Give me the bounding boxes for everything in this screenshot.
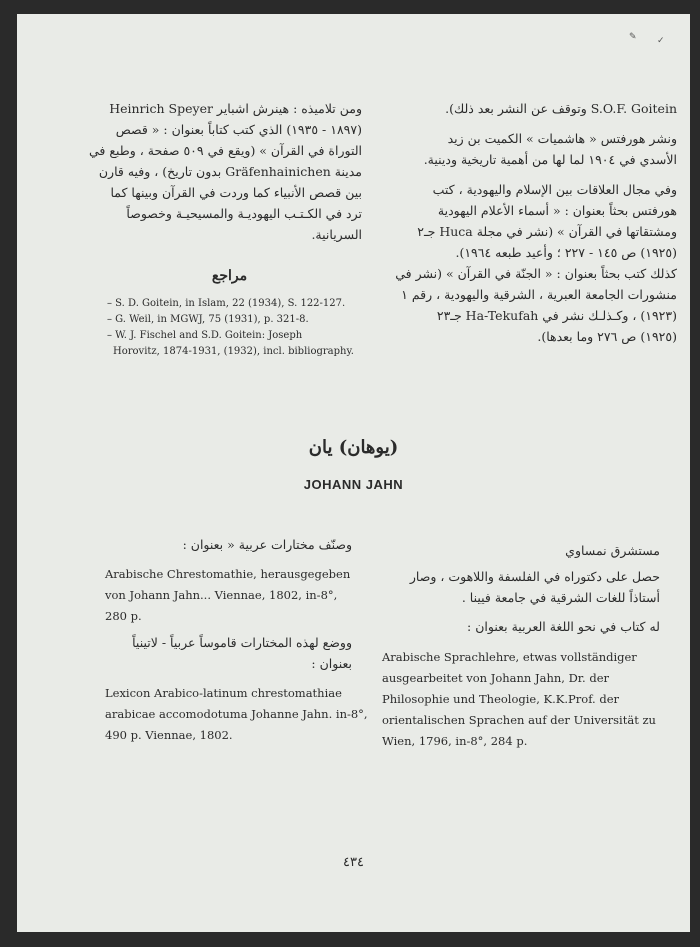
reference-item: – W. J. Fischel and S.D. Goitein: Joseph: [107, 330, 303, 341]
text-line: له كتاب في نحو اللغة العربية بعنوان :: [467, 619, 660, 634]
document-page: [17, 14, 690, 932]
text-line: بعنوان :: [311, 656, 352, 671]
text-line: ونشر هورفتس « هاشميات » الكميت بن زيد: [447, 131, 677, 146]
text-line: von Johann Jahn... Viennae, 1802, in-8°,: [105, 588, 338, 602]
entry-title-arabic: (يوهان) يان: [308, 437, 399, 458]
text-line: Philosophie und Theologie, K.K.Prof. der: [382, 692, 620, 706]
text-line: ausgearbeitet von Johann Jahn, Dr. der: [382, 671, 610, 685]
text-line: منشورات الجامعة العبرية ، الشرقية واليهودية ، رقم ١: [401, 287, 677, 302]
reference-item: – G. Weil, in MGWJ, 75 (1931), p. 321-8.: [107, 314, 309, 325]
entry-left-book2: [105, 683, 368, 746]
entry-title-en: [17, 474, 690, 495]
text-line: أستاذاً للغات الشرقية في جامعة فيينا .: [461, 590, 660, 605]
page-number-text: ٤٣٤: [343, 855, 364, 870]
scan-mark: ✎: [629, 32, 637, 42]
scan-mark: ✓: [657, 36, 665, 46]
text-line: arabicae accomodotuma Johanne Jahn. in-8°,: [105, 707, 368, 721]
text-line: وفي مجال العلاقات بين الإسلام واليهودية ، كتب: [432, 182, 677, 197]
text-line: حصل على دكتوراه في الفلسفة واللاهوت ، وصار: [409, 569, 660, 584]
text-line: (١٩٢٥) ص ١٤٥ - ٢٢٧ ؛ وأعيد طبعه ١٩٦٤).: [455, 245, 677, 260]
text-line: S.O.F. Goitein وتوقف عن النشر بعد ذلك).: [445, 101, 677, 116]
entry-left-book1: [105, 564, 365, 627]
text-line: كذلك كتب بحثاً بعنوان : « الجنّة في القرآن » (نشر في: [395, 266, 677, 281]
text-line: 490 p. Viennae, 1802.: [105, 728, 233, 742]
text-line: ترد في الكـتـب اليهوديـة والمسيحيـة وخصوصاً: [126, 206, 362, 221]
text-line: ومن تلاميذه : هينرش اشباير Heinrich Speyer: [109, 101, 362, 116]
top-right-column: [395, 98, 677, 347]
text-line: السريانية.: [311, 227, 362, 242]
references-title: [97, 266, 362, 287]
text-line: orientalischen Sprachen auf der Universität zu: [382, 713, 656, 727]
entry-right-column: [377, 540, 660, 637]
references-list: [107, 296, 362, 360]
references-heading: مراجع: [211, 268, 248, 284]
text-line: Arabische Chrestomathie, herausgegeben: [105, 567, 351, 581]
text-line: (١٩٢٥) ص ٢٧٦ وما بعدها).: [537, 329, 677, 344]
entry-left-intro1: [97, 534, 352, 555]
reference-item: Horovitz, 1874-1931, (1932), incl. bibliography.: [113, 346, 354, 357]
text-line: Arabische Sprachlehre, etwas vollständiger: [382, 650, 637, 664]
entry-title-latin: JOHANN JAHN: [303, 477, 404, 492]
top-left-column: [89, 98, 362, 245]
text-line: بين قصص الأنبياء كما وردت في القرآن وبينها كما: [110, 185, 362, 200]
text-line: الأسدي في ١٩٠٤ لما لها من أهمية تاريخية ودينية.: [423, 152, 677, 167]
text-line: التوراة في القرآن » (ويقع في ٥٠٩ صفحة ، وطبع في: [89, 143, 362, 158]
text-line: مدينة Gräfenhainichen بدون تاريخ) ، وفيه قارن: [98, 164, 362, 179]
text-line: (١٨٩٧ - ١٩٣٥) الذي كتب كتاباً بعنوان : « قصص: [115, 122, 362, 137]
text-line: 280 p.: [105, 609, 142, 623]
text-line: ووضع لهذه المختارات قاموساً عربياً - لاتينياً: [132, 635, 352, 650]
text-line: ومشتقاتها في القرآن » (نشر في مجلة Huca جـ٢: [417, 224, 677, 239]
entry-left-intro2: [97, 632, 352, 674]
text-line: Wien, 1796, in-8°, 284 p.: [382, 734, 528, 748]
reference-item: – S. D. Goitein, in Islam, 22 (1934), S. 122-127.: [107, 298, 346, 309]
text-line: (١٩٢٣) ، وكـذلـك نشر في Ha-Tekufah جـ٢٣: [436, 308, 677, 323]
text-line: وصنّف مختارات عربية « بعنوان :: [182, 537, 352, 552]
text-line: هورفتس بحثاً بعنوان : « أسماء الأعلام اليهودية: [437, 203, 677, 218]
text-line: مستشرق نمساوي: [565, 543, 660, 558]
page-number: [17, 852, 690, 873]
entry-right-book: [382, 647, 662, 752]
text-line: Lexicon Arabico-latinum chrestomathiae: [105, 686, 342, 700]
entry-title-ar: [17, 437, 690, 458]
